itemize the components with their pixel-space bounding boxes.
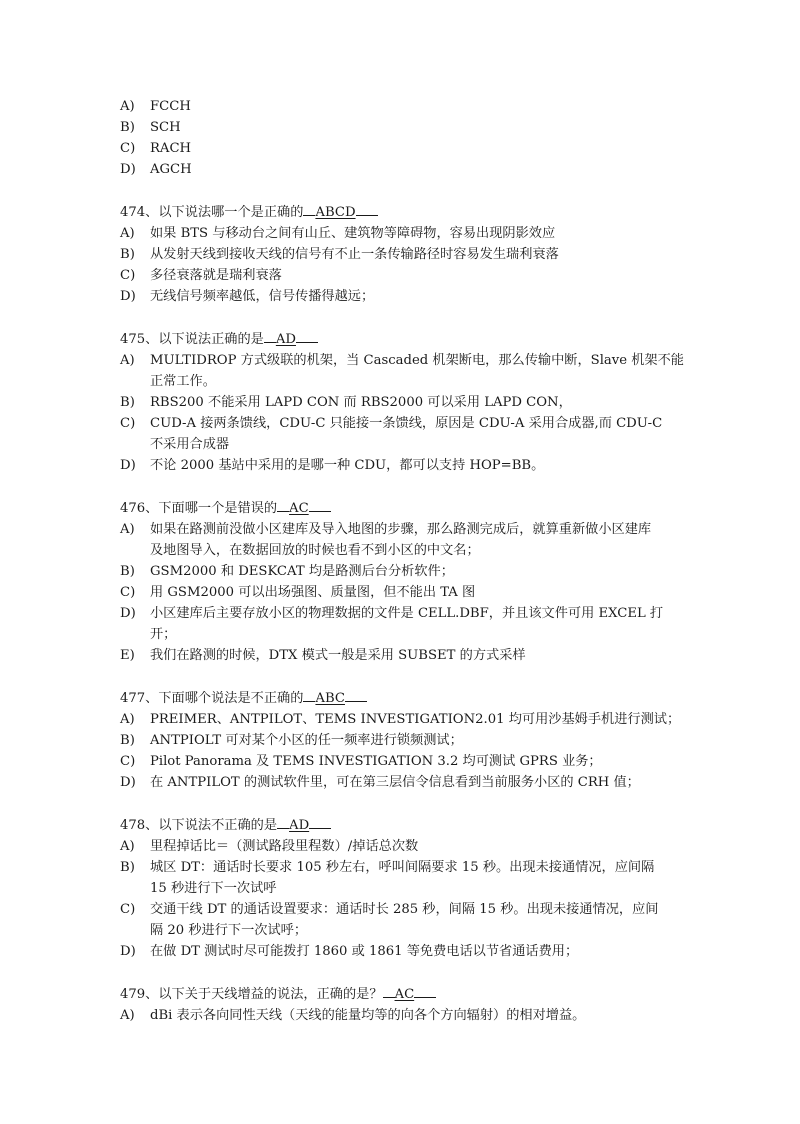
option-letter: D) — [120, 289, 136, 304]
question-block — [120, 814, 684, 962]
option-text-line: 我们在路测的时候，DTX 模式一般是采用 SUBSET 的方式采样 — [150, 648, 526, 663]
answer-key: AC — [394, 987, 415, 1002]
option-text — [150, 582, 684, 603]
option-letter: C) — [120, 902, 136, 917]
option-row — [120, 96, 684, 117]
option-letter: E) — [120, 648, 135, 663]
option-text — [150, 159, 684, 180]
question-stem — [120, 983, 684, 1005]
option-text — [150, 836, 684, 857]
option-text-line: PREIMER、ANTPILOT、TEMS INVESTIGATION2.01 均可用沙基姆手机进行测试； — [150, 712, 681, 727]
question-text: 477、下面哪个说法是不正确的 — [120, 691, 304, 706]
option-letter: A) — [120, 99, 135, 114]
option-row — [120, 709, 684, 730]
answer-blank-tail — [356, 201, 378, 216]
option-row — [120, 413, 684, 455]
option-text — [150, 709, 684, 730]
answer-blank-tail — [309, 497, 331, 512]
question-stem — [120, 201, 684, 223]
question-block — [120, 983, 684, 1026]
option-letter: B) — [120, 733, 135, 748]
option-text — [150, 1005, 684, 1026]
option-letter: B) — [120, 395, 135, 410]
option-text-line: CUD-A 接两条馈线，CDU-C 只能接一条馈线，原因是 CDU-A 采用合成器,而 CDU-C — [150, 416, 663, 431]
option-text-line: RBS200 不能采用 LAPD CON 而 RBS2000 可以采用 LAPD CON， — [150, 395, 572, 410]
answer-blank-lead — [277, 497, 289, 512]
option-text-line: SCH — [150, 120, 181, 135]
option-text — [150, 117, 684, 138]
intro-options — [120, 96, 684, 180]
option-text — [150, 941, 684, 962]
option-text-line: AGCH — [150, 162, 192, 177]
question-spacer — [120, 666, 684, 687]
option-text — [150, 561, 684, 582]
question-spacer — [120, 793, 684, 814]
answer-key: AD — [289, 818, 310, 833]
option-letter: A) — [120, 712, 135, 727]
option-text-line: 在做 DT 测试时尽可能拨打 1860 或 1861 等免费电话以节省通话费用； — [150, 944, 579, 959]
option-text — [150, 413, 684, 455]
question-stem — [120, 328, 684, 350]
option-text-line: RACH — [150, 141, 192, 156]
option-text — [150, 138, 684, 159]
option-letter: C) — [120, 416, 136, 431]
option-text — [150, 455, 684, 476]
question-spacer — [120, 180, 684, 201]
option-letter: D) — [120, 775, 136, 790]
option-text — [150, 899, 684, 941]
option-row — [120, 751, 684, 772]
option-row — [120, 519, 684, 561]
option-row — [120, 223, 684, 244]
option-text — [150, 223, 684, 244]
answer-key: AD — [275, 332, 296, 347]
option-text — [150, 392, 684, 413]
question-list — [120, 180, 684, 1026]
option-letter: C) — [120, 141, 136, 156]
question-spacer — [120, 962, 684, 983]
question-stem — [120, 497, 684, 519]
option-letter: A) — [120, 839, 135, 854]
option-text-line: MULTIDROP 方式级联的机架，当 Cascaded 机架断电，那么传输中断，Slave 机架不能 — [150, 353, 684, 368]
question-text: 474、以下说法哪一个是正确的 — [120, 205, 304, 220]
option-text-line: 无线信号频率越低，信号传播得越远； — [150, 289, 375, 304]
answer-blank-lead — [303, 687, 315, 702]
answer-key: ABCD — [315, 205, 356, 220]
option-text-line: 及地图导入，在数据回放的时候也看不到小区的中文名； — [150, 543, 480, 558]
answer-blank-tail — [296, 328, 318, 343]
question-spacer — [120, 476, 684, 497]
option-text-line: 隔 20 秒进行下一次试呼； — [150, 923, 308, 938]
option-text — [150, 857, 684, 899]
option-letter: D) — [120, 458, 136, 473]
option-text — [150, 730, 684, 751]
option-row — [120, 899, 684, 941]
option-text — [150, 645, 684, 666]
option-row — [120, 730, 684, 751]
option-row — [120, 350, 684, 392]
option-text-line: 不论 2000 基站中采用的是哪一种 CDU，都可以支持 HOP=BB。 — [150, 458, 545, 473]
option-letter: D) — [120, 606, 136, 621]
option-letter: B) — [120, 860, 135, 875]
option-row — [120, 857, 684, 899]
option-text-line: Pilot Panorama 及 TEMS INVESTIGATION 3.2 均可测试 GPRS 业务； — [150, 754, 602, 769]
answer-key: AC — [289, 501, 309, 516]
option-row — [120, 772, 684, 793]
option-text — [150, 286, 684, 307]
option-text-line: 15 秒进行下一次试呼 — [150, 881, 277, 896]
option-text — [150, 603, 684, 645]
option-text-line: 城区 DT：通话时长要求 105 秒左右，呼叫间隔要求 15 秒。出现未接通情况，应间隔 — [150, 860, 655, 875]
option-text — [150, 96, 684, 117]
option-row — [120, 645, 684, 666]
question-text: 478、以下说法不正确的是 — [120, 818, 278, 833]
option-text-line: 多径衰落就是瑞利衰落 — [150, 268, 282, 283]
answer-blank-tail — [309, 814, 331, 829]
option-row — [120, 159, 684, 180]
option-row — [120, 286, 684, 307]
option-letter: B) — [120, 120, 135, 135]
question-block — [120, 687, 684, 793]
option-row — [120, 117, 684, 138]
option-letter: A) — [120, 1008, 135, 1023]
option-text-line: ANTPIOLT 可对某个小区的任一频率进行锁频测试； — [150, 733, 463, 748]
question-text: 475、以下说法正确的是 — [120, 332, 264, 347]
option-row — [120, 265, 684, 286]
option-text-line: 正常工作。 — [150, 374, 216, 389]
option-text-line: 小区建库后主要存放小区的物理数据的文件是 CELL.DBF，并且该文件可用 EXCEL 打 — [150, 606, 664, 621]
question-text: 479、以下关于天线增益的说法，正确的是？ — [120, 987, 383, 1002]
option-row — [120, 582, 684, 603]
option-row — [120, 836, 684, 857]
option-text — [150, 519, 684, 561]
option-text — [150, 751, 684, 772]
option-text — [150, 350, 684, 392]
answer-blank-tail — [345, 687, 367, 702]
option-row — [120, 1005, 684, 1026]
option-letter: D) — [120, 162, 136, 177]
option-row — [120, 941, 684, 962]
question-block — [120, 328, 684, 476]
option-letter: D) — [120, 944, 136, 959]
option-text-line: FCCH — [150, 99, 191, 114]
option-text-line: dBi 表示各向同性天线（天线的能量均等的向各个方向辐射）的相对增益。 — [150, 1008, 586, 1023]
question-block — [120, 497, 684, 666]
option-text-line: GSM2000 和 DESKCAT 均是路测后台分析软件； — [150, 564, 454, 579]
option-text-line: 如果 BTS 与移动台之间有山丘、建筑物等障碍物，容易出现阴影效应 — [150, 226, 556, 241]
option-text-line: 从发射天线到接收天线的信号有不止一条传输路径时容易发生瑞利衰落 — [150, 247, 559, 262]
option-letter: A) — [120, 353, 135, 368]
option-text-line: 开； — [150, 627, 177, 642]
question-text: 476、下面哪一个是错误的 — [120, 501, 278, 516]
question-spacer — [120, 307, 684, 328]
option-letter: A) — [120, 226, 135, 241]
option-row — [120, 603, 684, 645]
option-text-line: 交通干线 DT 的通话设置要求：通话时长 285 秒，间隔 15 秒。出现未接通情况，应间 — [150, 902, 659, 917]
answer-blank-tail — [414, 983, 436, 998]
answer-blank-lead — [277, 814, 289, 829]
question-stem — [120, 814, 684, 836]
option-text-line: 不采用合成器 — [150, 437, 230, 452]
option-row — [120, 561, 684, 582]
option-row — [120, 455, 684, 476]
option-text-line: 在 ANTPILOT 的测试软件里，可在第三层信令信息看到当前服务小区的 CRH 值； — [150, 775, 640, 790]
option-text-line: 用 GSM2000 可以出场强图、质量图，但不能出 TA 图 — [150, 585, 476, 600]
option-letter: B) — [120, 247, 135, 262]
option-text — [150, 265, 684, 286]
option-letter: A) — [120, 522, 135, 537]
option-letter: B) — [120, 564, 135, 579]
option-row — [120, 138, 684, 159]
question-stem — [120, 687, 684, 709]
question-block — [120, 201, 684, 307]
option-letter: C) — [120, 585, 136, 600]
option-text-line: 如果在路测前没做小区建库及导入地图的步骤，那么路测完成后，就算重新做小区建库 — [150, 522, 652, 537]
answer-blank-lead — [383, 983, 395, 998]
answer-key: ABC — [315, 691, 345, 706]
option-row — [120, 392, 684, 413]
option-text-line: 里程掉话比＝（测试路段里程数）/掉话总次数 — [150, 839, 419, 854]
option-row — [120, 244, 684, 265]
option-text — [150, 244, 684, 265]
option-text — [150, 772, 684, 793]
answer-blank-lead — [303, 201, 315, 216]
option-letter: C) — [120, 268, 136, 283]
answer-blank-lead — [264, 328, 276, 343]
option-letter: C) — [120, 754, 136, 769]
